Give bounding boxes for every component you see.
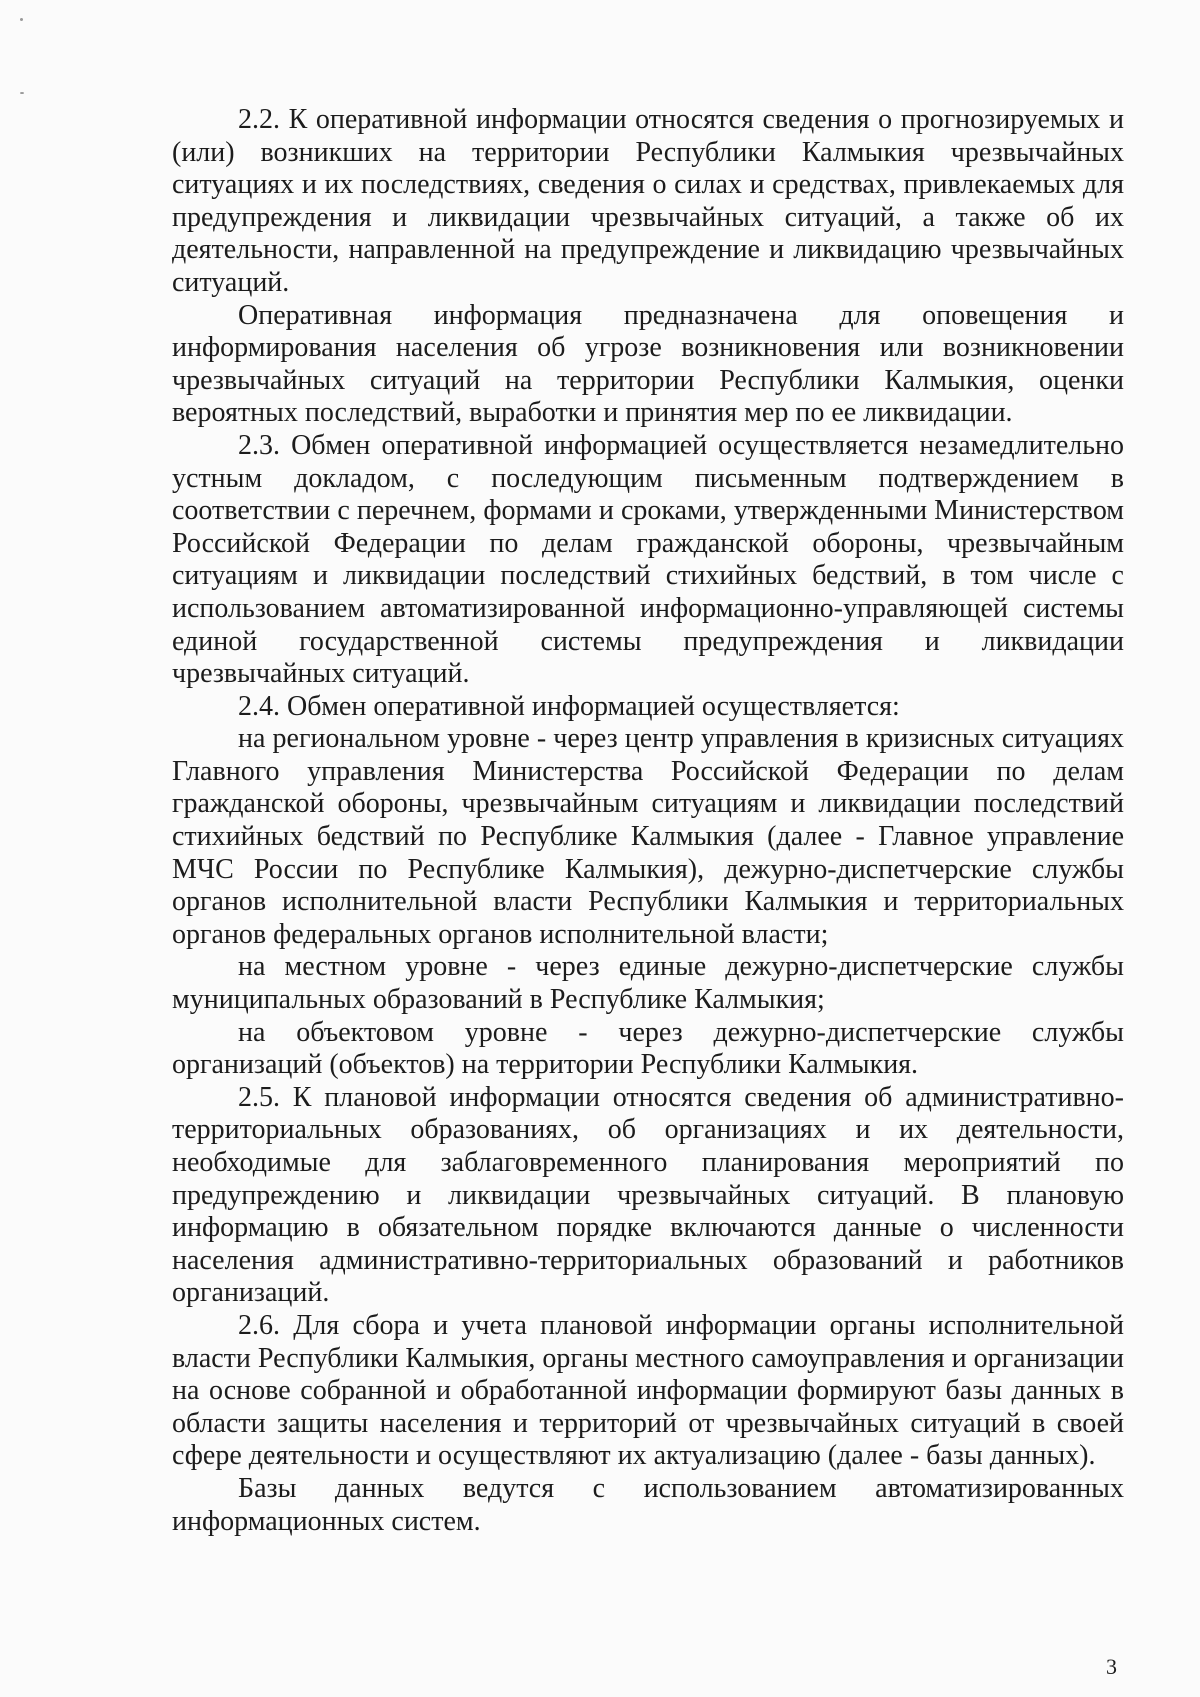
paragraph-2-6: 2.6. Для сбора и учета плановой информации органы исполнительной власти Республики Калмыкия, органы местного самоуправления и организации на основе собранной и обработанной информации формируют базы данных в области защиты населения и территорий от чрезвычайных ситуаций в своей сфере деятельности и осуществляют их актуализацию (далее - базы данных).: [172, 1309, 1124, 1472]
paragraph-2-2: 2.2. К оперативной информации относятся сведения о прогнозируемых и (или) возникших на территории Республики Калмыкия чрезвычайных ситуациях и их последствиях, сведения о силах и средствах, привлекаемых для предупреждения и ликвидации чрезвычайных ситуаций, а также об их деятельности, направленной на предупреждение и ликвидацию чрезвычайных ситуаций.: [172, 104, 1124, 298]
paragraph-operational-info-purpose: Оперативная информация предназначена для оповещения и информирования населения об угрозе возникновения или возникновении чрезвычайных ситуаций на территории Республики Калмыкия, оценки вероятных последствий, выработки и принятия мер по ее ликвидации.: [172, 299, 1124, 429]
paragraph-2-4: 2.4. Обмен оперативной информацией осуществляется:: [238, 690, 900, 722]
paragraph-2-3: 2.3. Обмен оперативной информацией осуществляется незамедлительно устным докладом, с последующим письменным подтверждением в соответствии с перечнем, формами и сроками, утвержденными Министерством Российской Федерации по делам гражданской обороны, чрезвычайным ситуациям и ликвидации последствий стихийных бедствий, в том числе с использованием автоматизированной информационно-управляющей системы единой государственной системы предупреждения и ликвидации чрезвычайных ситуаций.: [172, 429, 1124, 690]
paragraph-object-level: на объектовом уровне - через дежурно-диспетчерские службы организаций (объектов) на территории Республики Калмыкия.: [172, 1016, 1124, 1081]
page-number: 3: [1106, 1654, 1117, 1679]
paragraph-2-5: 2.5. К плановой информации относятся сведения об административно-территориальных образованиях, об организациях и их деятельности, необходимые для заблаговременного планирования мероприятий по предупреждению и ликвидации чрезвычайных ситуаций. В плановую информацию в обязательном порядке включаются данные о численности населения административно-территориальных образований и работников организаций.: [172, 1081, 1124, 1309]
document-body: [172, 104, 1124, 1538]
scan-speck: [20, 92, 24, 94]
paragraph-local-level: на местном уровне - через единые дежурно-диспетчерские службы муниципальных образований в Республике Калмыкия;: [172, 951, 1124, 1016]
paragraph-databases: Базы данных ведутся с использованием автоматизированных информационных систем.: [172, 1472, 1124, 1537]
scan-speck: [20, 18, 23, 21]
paragraph-regional-level: на региональном уровне - через центр управления в кризисных ситуациях Главного управления Министерства Российской Федерации по делам гражданской обороны, чрезвычайным ситуациям и ликвидации последствий стихийных бедствий по Республике Калмыкия (далее - Главное управление МЧС России по Республике Калмыкия), дежурно-диспетчерские службы органов исполнительной власти Республики Калмыкия и территориальных органов федеральных органов исполнительной власти;: [172, 723, 1124, 950]
